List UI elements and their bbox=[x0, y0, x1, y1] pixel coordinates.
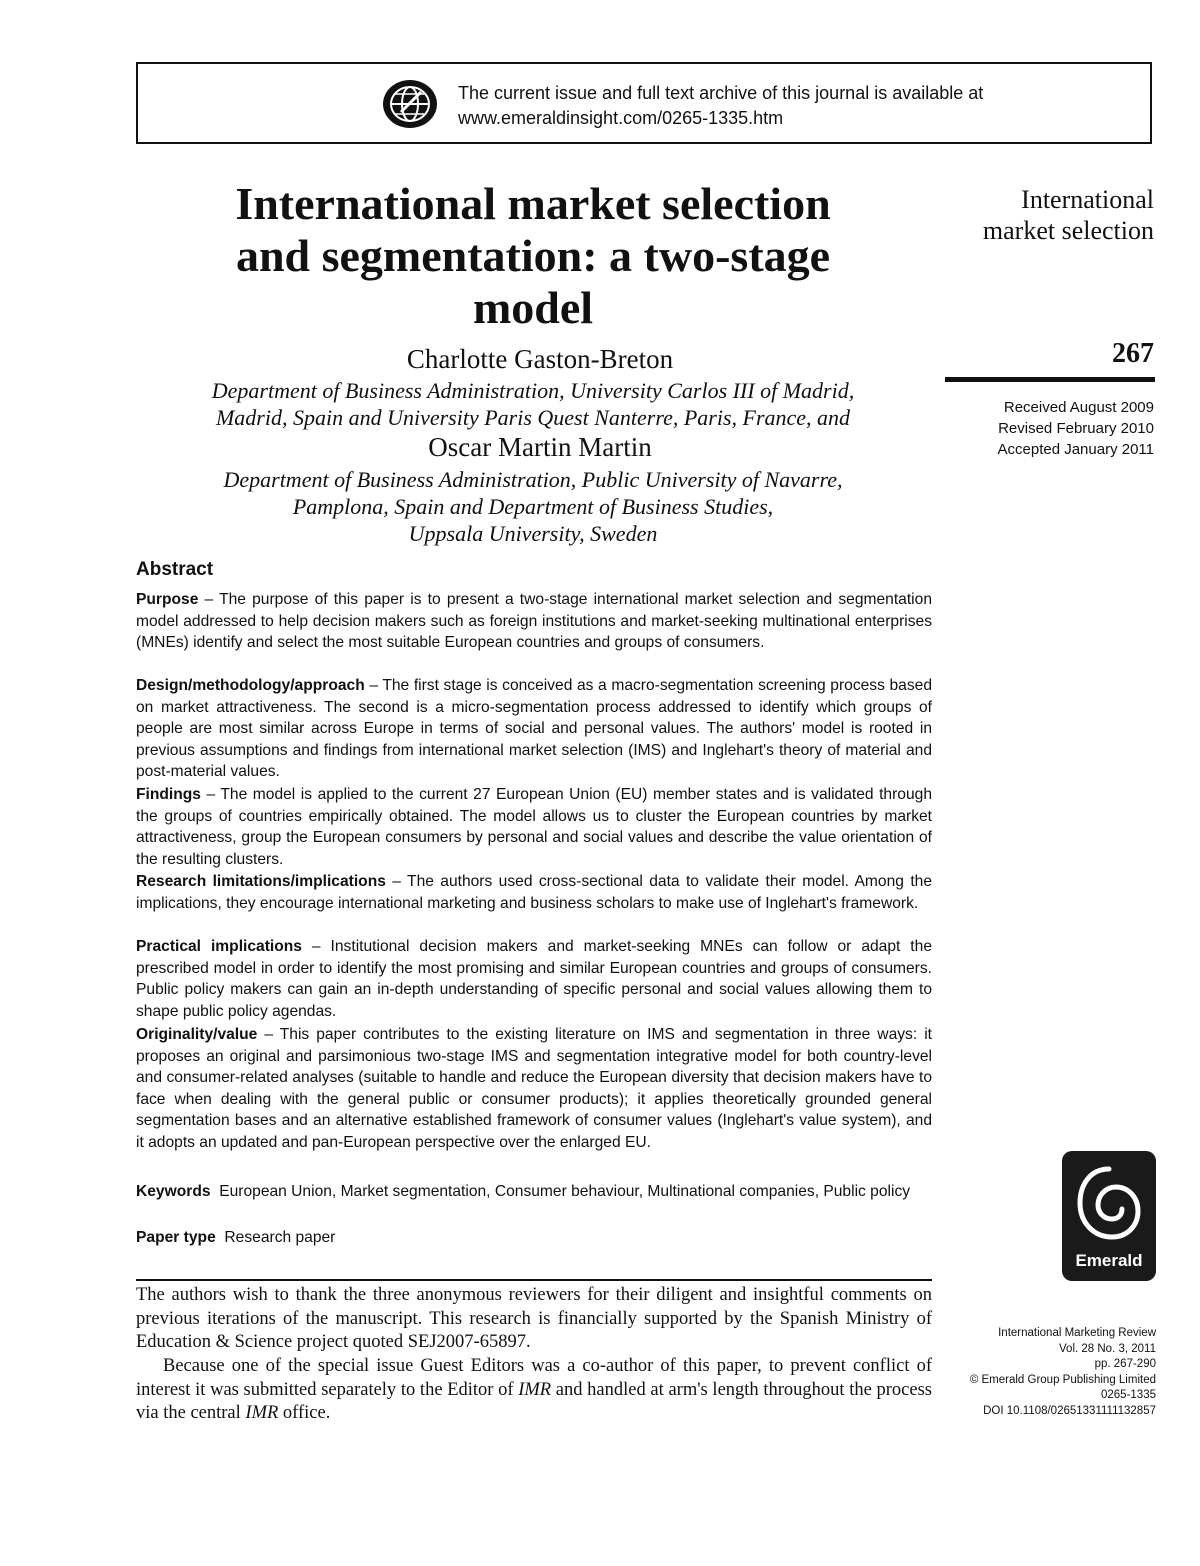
page-range: pp. 267-290 bbox=[1094, 1358, 1156, 1370]
globe-icon bbox=[381, 78, 439, 130]
keywords-label: Keywords bbox=[136, 1183, 211, 1200]
paper-type-text: Research paper bbox=[224, 1229, 336, 1246]
author-name: Charlotte Gaston-Breton bbox=[406, 344, 674, 374]
journal-abbrev: IMR bbox=[245, 1403, 279, 1423]
section-label: Design/methodology/approach bbox=[136, 677, 365, 694]
note-text: Because one of the special issue Guest Editors was a co-author of this paper, to prevent conflict of interest it was submitted separately to the Editor of bbox=[136, 1356, 932, 1400]
copyright: © Emerald Group Publishing Limited bbox=[969, 1373, 1156, 1386]
abstract-heading: Abstract bbox=[136, 559, 214, 580]
affiliation-line: Pamplona, Spain and Department of Business Studies, bbox=[292, 494, 774, 519]
running-title bbox=[930, 184, 1154, 246]
section-text: – Institutional decision makers and market-seeking MNEs can follow or adapt the prescribed model in order to identify the most promising and similar European countries and groups of consumers. Public policy makers can gain an in-depth understanding of specific personal and social values allowing them to shape public policy agendas. bbox=[136, 938, 932, 1020]
abstract-purpose bbox=[136, 589, 932, 654]
note-text: and handled at arm's length throughout the process via the central bbox=[136, 1379, 932, 1423]
abstract-findings bbox=[136, 784, 932, 870]
title-line: and segmentation: a two-stage bbox=[235, 230, 831, 281]
abstract-research-limitations bbox=[136, 871, 932, 914]
doi: DOI 10.1108/02651331111132857 bbox=[983, 1404, 1156, 1417]
running-title-line: International bbox=[1021, 185, 1154, 214]
abstract-practical-implications bbox=[136, 936, 932, 1022]
submission-dates bbox=[950, 397, 1154, 460]
section-text: – The authors used cross-sectional data to validate their model. Among the implications, they encourage international marketing and business scholars to make use of Inglehart's framework. bbox=[136, 873, 932, 912]
paper-type bbox=[136, 1227, 932, 1249]
emerald-logo bbox=[1062, 1151, 1156, 1281]
affiliation-line: Department of Business Administration, Public University of Navarre, bbox=[223, 467, 843, 492]
emerald-spiral-icon bbox=[1074, 1161, 1144, 1247]
author-affiliation bbox=[150, 466, 916, 547]
article-title bbox=[150, 178, 916, 334]
page-number: 267 bbox=[1112, 338, 1154, 369]
issn: 0265-1335 bbox=[1101, 1389, 1156, 1401]
section-label: Research limitations/implications bbox=[136, 873, 386, 890]
received-date: Received August 2009 bbox=[1003, 399, 1154, 416]
section-text: – The purpose of this paper is to present a two-stage international market selection and segmentation model addressed to help decision makers such as foreign institutions and market-seeking multinational enterprises (MNEs) identify and select the most suitable European countries and groups of consumers. bbox=[136, 591, 932, 652]
emerald-name: Emerald bbox=[1075, 1251, 1143, 1270]
section-label: Practical implications bbox=[136, 938, 302, 955]
section-label: Originality/value bbox=[136, 1026, 258, 1043]
section-text: – This paper contributes to the existing literature on IMS and segmentation in three ways: it proposes an original and parsimonious two-stage IMS and segmentation integrative model for both country-level and consumer-related analyses (suitable to handle and reduce the European diversity that decision makers have to face when dealing with the general public or consumer products); it applies theoretically grounded general segmentation bases and an alternative established framework of consumer values (Inglehart's value system), and it adopts an updated and pan-European perspective over the enlarged EU. bbox=[136, 1026, 932, 1151]
affiliation-line: Department of Business Administration, University Carlos III of Madrid, bbox=[211, 378, 855, 403]
section-text: – The first stage is conceived as a macro-segmentation screening process based on market attractiveness. The second is a micro-segmentation process addressed to identify which groups of people are most similar across Europe in terms of social and personal values. The authors' model is rooted in previous assumptions and findings from international market selection (IMS) and Inglehart's theory of material and post-material values. bbox=[136, 677, 932, 781]
editorial-note bbox=[136, 1355, 932, 1426]
title-line: model bbox=[472, 282, 594, 333]
accepted-date: Accepted January 2011 bbox=[997, 441, 1154, 458]
journal-citation bbox=[940, 1326, 1156, 1419]
availability-text: The current issue and full text archive of this journal is available at bbox=[458, 83, 984, 103]
abstract-originality bbox=[136, 1024, 932, 1154]
affiliation-line: Uppsala University, Sweden bbox=[408, 521, 658, 546]
keywords bbox=[136, 1181, 932, 1203]
paper-type-label: Paper type bbox=[136, 1229, 216, 1246]
title-line: International market selection bbox=[235, 178, 831, 229]
author-name: Oscar Martin Martin bbox=[428, 432, 652, 462]
keywords-text: European Union, Market segmentation, Consumer behaviour, Multinational companies, Public policy bbox=[219, 1183, 911, 1200]
volume-issue: Vol. 28 No. 3, 2011 bbox=[1059, 1342, 1156, 1355]
section-label: Findings bbox=[136, 786, 201, 803]
section-text: – The model is applied to the current 27 European Union (EU) member states and is validated through the groups of countries empirically obtained. The model allows us to cluster the European countries by market attractiveness, group the European consumers by personal and social values and describe the value orientation of the resulting clusters. bbox=[136, 786, 932, 868]
margin-divider bbox=[945, 377, 1155, 382]
footnote-divider bbox=[136, 1279, 932, 1281]
journal-abbrev: IMR bbox=[518, 1379, 552, 1400]
note-text: office. bbox=[278, 1403, 331, 1423]
running-title-line: market selection bbox=[982, 216, 1154, 245]
affiliation-line: Madrid, Spain and University Paris Quest Nanterre, Paris, France, and bbox=[215, 405, 851, 430]
journal-url-link[interactable]: www.emeraldinsight.com/0265-1335.htm bbox=[458, 108, 784, 128]
abstract-design bbox=[136, 675, 932, 783]
acknowledgement-note: The authors wish to thank the three anonymous reviewers for their diligent and insightful comments on previous iterations of the manuscript. This research is financially supported by the Spanish Ministry of Education & Science project quoted SEJ2007-65897. bbox=[136, 1285, 932, 1352]
revised-date: Revised February 2010 bbox=[998, 420, 1154, 437]
author-affiliation bbox=[150, 377, 916, 431]
section-label: Purpose bbox=[136, 591, 199, 608]
journal-name: International Marketing Review bbox=[998, 1327, 1156, 1339]
